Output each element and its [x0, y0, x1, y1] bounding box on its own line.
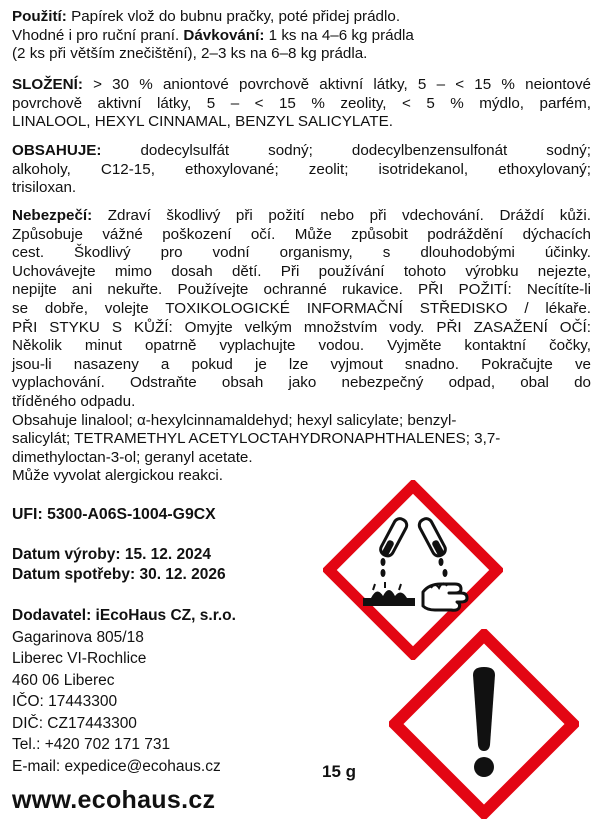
supplier-district: Liberec VI-Rochlice [12, 650, 147, 667]
allergen-line: dimethyloctan-3-ol; geranyl acetate. [12, 448, 253, 466]
contains-label: OBSAHUJE: [12, 142, 102, 159]
dates-block [12, 545, 226, 585]
hazard-section [12, 207, 591, 486]
hazard-line: Způsobuje vážné poškození očí. Může způsobit podráždění dýchacích [12, 225, 591, 243]
hazard-line: Několik minut opatrně vyplachujte vodou. Vyjměte kontaktní čočky, [12, 337, 591, 355]
usage-section [12, 8, 591, 64]
contains-line-1: OBSAHUJE: dodecylsulfát sodný; dodecylbenzensulfonát sodný; [12, 142, 591, 159]
expiry-date: Datum spotřeby: 30. 12. 2026 [12, 566, 226, 583]
hazard-line: Uchovávejte mimo dosah dětí. Při používání tohoto výrobku nejezte, [12, 262, 591, 280]
website-url[interactable]: www.ecohaus.cz [12, 786, 216, 814]
hazard-line: nepijte ani nekuřte. Používejte ochranné rukavice. PŘI POŽITÍ: Necítíte-li [12, 281, 591, 299]
allergen-line: salicylát; TETRAMETHYL ACETYLOCTAHYDRONAPHTHALENES; 3,7- [12, 430, 501, 448]
contains-line-3: trisiloxan. [12, 179, 77, 197]
hazard-line: jsou-li nasazeny a pokud je lze vyjmout snadno. Pokračujte ve [12, 355, 591, 373]
supplier-name: Dodavatel: iEcoHaus CZ, s.r.o. [12, 607, 236, 624]
contains-line-2: alkoholy, C12-15, ethoxylované; zeolit; isotridekanol, ethoxylovaný; [12, 160, 591, 178]
ufi-code: UFI: 5300-A06S-1004-G9CX [12, 506, 216, 523]
ghs07-exclamation-icon [389, 629, 579, 819]
usage-line-1: Použití: Papírek vlož do bubnu pračky, poté přidej prádlo. [12, 8, 401, 25]
supplier-ico: IČO: 17443300 [12, 693, 118, 710]
hazard-line: vyplachování. Odstraňte obsah jako nebezpečný odpad, obal do [12, 374, 591, 392]
hazard-line: se dobře, volejte TOXIKOLOGICKÉ INFORMAČNÍ STŘEDISKO / lékaře. [12, 299, 591, 317]
hazard-line: cest. Škodlivý pro vodní organismy, s dlouhodobými účinky. [12, 244, 591, 262]
supplier-phone: Tel.: +420 702 171 731 [12, 736, 171, 753]
usage-line-2: Vhodné i pro ruční praní. Dávkování: 1 ks na 4–6 kg prádla [12, 26, 414, 44]
composition-line-2: povrchově aktivní látky, 5 – < 15 % zeolity, < 5 % mýdlo, parfém, [12, 94, 591, 112]
allergen-line: Obsahuje linalool; α-hexylcinnamaldehyd; hexyl salicylate; benzyl- [12, 411, 457, 429]
composition-section [12, 76, 591, 132]
supplier-email: E-mail: expedice@ecohaus.cz [12, 757, 221, 775]
allergen-line: Může vyvolat alergickou reakci. [12, 467, 224, 485]
hazard-line: Nebezpečí: Zdraví škodlivý při požití nebo při vdechování. Dráždí kůži. [12, 207, 591, 224]
contains-section [12, 142, 591, 198]
composition-label: SLOŽENÍ: [12, 76, 83, 93]
hazard-line: tříděného odpadu. [12, 392, 136, 410]
production-date: Datum výroby: 15. 12. 2024 [12, 546, 212, 563]
dosage-label: Dávkování: [183, 26, 265, 44]
supplier-street: Gagarinova 805/18 [12, 628, 144, 646]
supplier-dic: DIČ: CZ17443300 [12, 714, 137, 732]
hazard-line: PŘI STYKU S KŮŽÍ: Omyjte velkým množstvím vody. PŘI ZASAŽENÍ OČÍ: [12, 318, 591, 336]
usage-line-3: (2 ks při větším znečištění), 2–3 ks na 6–8 kg prádla. [12, 45, 368, 63]
net-weight: 15 g [322, 762, 357, 781]
supplier-block [12, 605, 236, 777]
composition-line-3: LINALOOL, HEXYL CINNAMAL, BENZYL SALICYLATE. [12, 113, 393, 131]
usage-label: Použití: [12, 8, 67, 25]
supplier-city: 460 06 Liberec [12, 671, 115, 689]
composition-line-1: SLOŽENÍ: > 30 % aniontové povrchově aktivní látky, 5 – < 15 % neiontové [12, 76, 591, 93]
hazard-label: Nebezpečí: [12, 207, 93, 224]
